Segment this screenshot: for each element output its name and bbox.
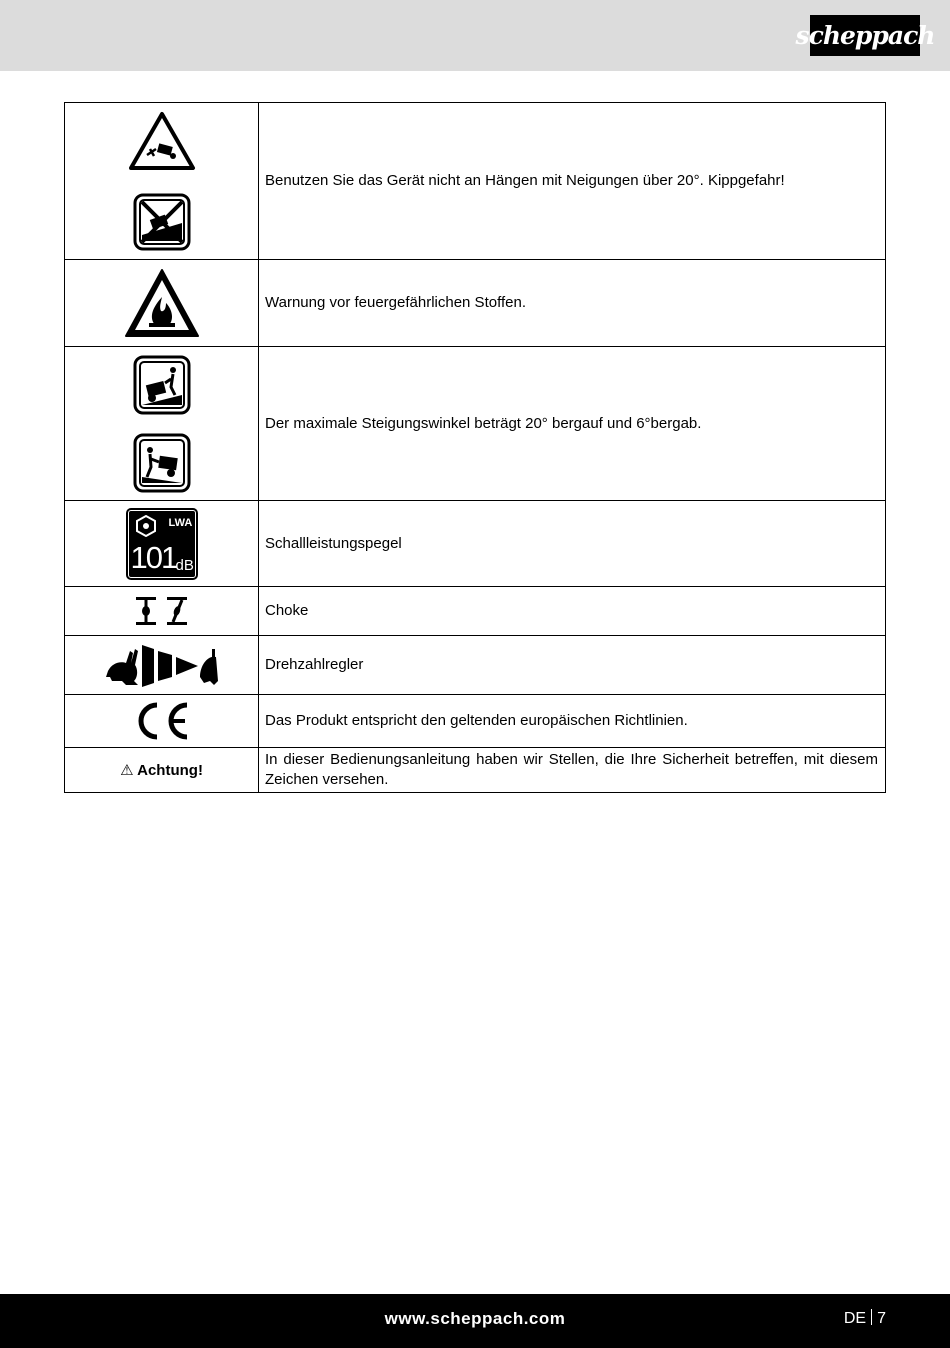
max-slope-uphill-icon bbox=[133, 355, 191, 415]
language-code: DE bbox=[843, 1310, 867, 1327]
icon-cell bbox=[65, 103, 259, 260]
tipping-warning-triangle-icon bbox=[128, 111, 196, 171]
icon-cell bbox=[65, 587, 259, 636]
speed-control-icon bbox=[104, 641, 220, 689]
icon-cell bbox=[65, 347, 259, 501]
website-link[interactable]: www.scheppach.com bbox=[384, 1309, 566, 1328]
lwa-label: LWA bbox=[168, 516, 193, 529]
description-text: Drehzahlregler bbox=[259, 636, 886, 695]
description-text: In dieser Bedienungsanleitung haben wir Stellen, die Ihre Sicherheit betreffen, mit diesem Zeichen versehen. bbox=[259, 748, 886, 793]
brand-logo: scheppach bbox=[810, 15, 920, 56]
page-header bbox=[0, 0, 950, 71]
table-row bbox=[65, 347, 886, 501]
table-row bbox=[65, 695, 886, 748]
symbol-table bbox=[64, 102, 886, 793]
table-row bbox=[65, 636, 886, 695]
warning-label: ⚠ Achtung! bbox=[120, 761, 203, 779]
divider bbox=[871, 1309, 872, 1325]
choke-icon bbox=[134, 593, 190, 629]
description-text: Choke bbox=[259, 587, 886, 636]
icon-cell bbox=[65, 636, 259, 695]
sound-level-unit: dB bbox=[175, 556, 194, 574]
description-text: Benutzen Sie das Gerät nicht an Hängen mit Neigungen über 20°. Kippgefahr! bbox=[259, 103, 886, 260]
description-text: Schallleistungspegel bbox=[259, 501, 886, 587]
page-footer bbox=[0, 1294, 950, 1348]
page-number: 7 bbox=[877, 1310, 886, 1327]
description-text: Warnung vor feuergefährlichen Stoffen. bbox=[259, 260, 886, 347]
icon-cell bbox=[65, 695, 259, 748]
icon-cell bbox=[65, 748, 259, 793]
description-text: Das Produkt entspricht den geltenden europäischen Richtlinien. bbox=[259, 695, 886, 748]
page-indicator bbox=[844, 1309, 886, 1328]
sound-power-level-icon bbox=[126, 508, 198, 580]
description-text: Der maximale Steigungswinkel beträgt 20° bergauf und 6°bergab. bbox=[259, 347, 886, 501]
icon-cell bbox=[65, 501, 259, 587]
table-row bbox=[65, 748, 886, 793]
sound-level-value: 101 bbox=[130, 539, 177, 575]
max-slope-downhill-icon bbox=[133, 433, 191, 493]
no-slope-tipping-icon bbox=[133, 193, 191, 251]
ce-mark-icon bbox=[133, 701, 191, 741]
flammable-warning-icon bbox=[123, 267, 201, 339]
table-row bbox=[65, 587, 886, 636]
table-row bbox=[65, 103, 886, 260]
table-row bbox=[65, 260, 886, 347]
table-row bbox=[65, 501, 886, 587]
speaker-icon bbox=[135, 515, 157, 537]
icon-cell bbox=[65, 260, 259, 347]
